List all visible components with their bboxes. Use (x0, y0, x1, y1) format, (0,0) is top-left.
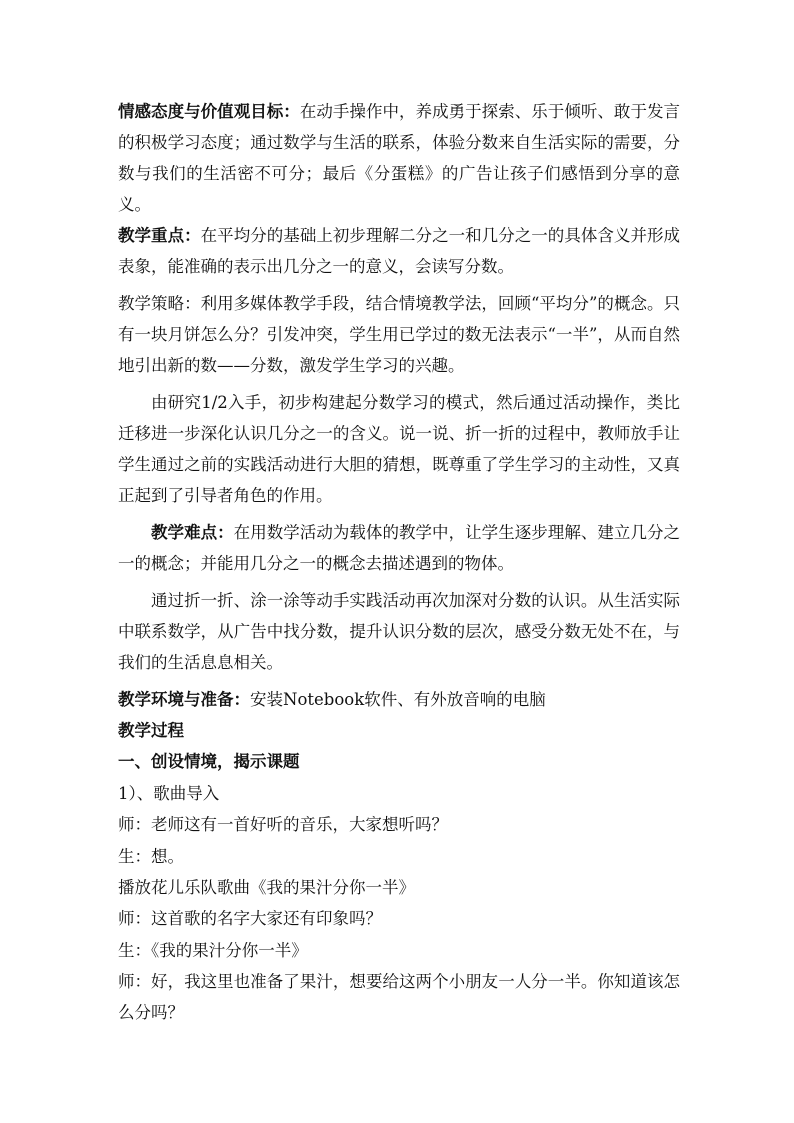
difficulty-paragraph-2: 通过折一折、涂一涂等动手实践活动再次加深对分数的认识。从生活实际中联系数学，从广告中找分数，提升认识分数的层次，感受分数无处不在，与我们的生活息息相关。 (118, 591, 680, 672)
dialogue-line-3: 播放花儿乐队歌曲《我的果汁分你一半》 (118, 878, 415, 898)
dialogue-line-1: 师：老师这有一首好听的音乐，大家想听吗？ (118, 815, 448, 835)
emotion-goal-text: 在动手操作中，养成勇于探索、乐于倾听、敢于发言的积极学习态度；通过数学与生活的联系，体验分数来自生活实际的需要，分数与我们的生活密不可分；最后《分蛋糕》的广告让孩子们感悟到分享的意义。 (118, 102, 681, 214)
emotion-goal-label: 情感态度与价值观目标： (118, 102, 300, 121)
dialogue-line-6: 师：好，我这里也准备了果汁，想要给这两个小朋友一人分一半。你知道该怎么分吗？ (118, 972, 680, 1023)
process-heading: 教学过程 (118, 721, 184, 740)
difficulty-paragraph (118, 517, 680, 579)
step-1: 1）、歌曲导入 (118, 783, 220, 803)
dialogue-line-5: 生：《我的果汁分你一半》 (118, 940, 308, 960)
emotion-goal-paragraph (118, 96, 680, 220)
difficulty-label: 教学难点： (151, 523, 234, 542)
key-point-paragraph (118, 220, 680, 282)
difficulty-text: 在用数学活动为载体的教学中，让学生逐步理解、建立几分之一的概念；并能用几分之一的概念去描述遇到的物体。 (118, 523, 681, 573)
strategy-paragraph: 教学策略：利用多媒体教学手段，结合情境教学法，回顾“平均分”的概念。只有一块月饼怎么分？引发冲突，学生用已学过的数无法表示“一半”，从而自然地引出新的数——分数，激发学生学习的兴趣。 (118, 294, 680, 375)
dialogue-line-2: 生：想。 (118, 846, 184, 866)
strategy-paragraph-2: 由研究1/2入手，初步构建起分数学习的模式，然后通过活动操作，类比迁移进一步深化认识几分之一的含义。说一说、折一折的过程中，教师放手让学生通过之前的实践活动进行大胆的猜想，既尊重了学生学习的主动性，又真正起到了引导者角色的作用。 (118, 393, 680, 505)
document-page (118, 96, 680, 1028)
key-point-label: 教学重点： (118, 226, 201, 245)
section-heading-1: 一、创设情境，揭示课题 (118, 752, 300, 772)
environment-paragraph (118, 684, 680, 715)
environment-text: 安装Notebook软件、有外放音响的电脑 (250, 690, 546, 709)
environment-label: 教学环境与准备： (118, 690, 250, 709)
dialogue-line-4: 师：这首歌的名字大家还有印象吗？ (118, 909, 382, 929)
key-point-text: 在平均分的基础上初步理解二分之一和几分之一的具体含义并形成表象，能准确的表示出几分之一的意义，会读写分数。 (118, 226, 681, 276)
